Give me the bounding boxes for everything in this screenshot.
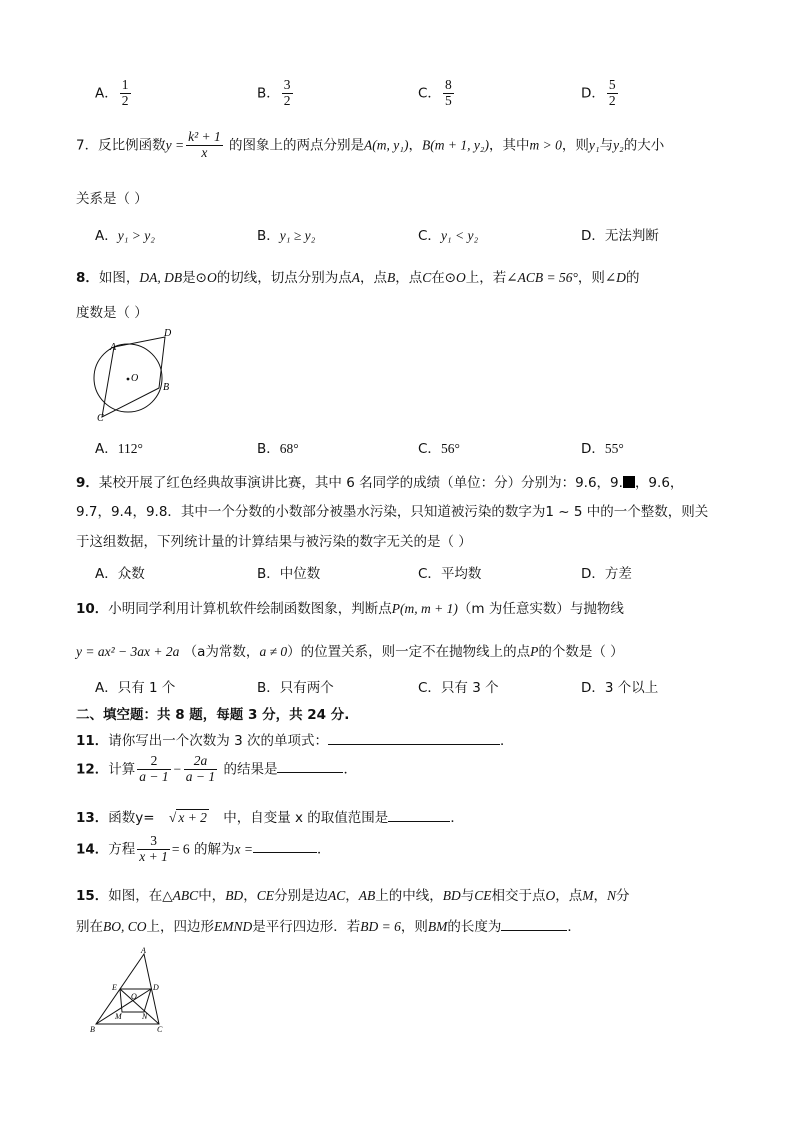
answer-blank[interactable] bbox=[388, 809, 450, 822]
math: B bbox=[386, 270, 396, 285]
option-text: 只有 1 个 bbox=[117, 680, 176, 696]
q7-line1 bbox=[76, 130, 664, 161]
text: 如图， bbox=[98, 270, 140, 286]
q10-line1 bbox=[76, 597, 624, 617]
text: ． bbox=[316, 841, 331, 858]
sqrt-expression: √ x + 2 bbox=[168, 810, 207, 825]
text: （m 为任意实数）与抛物线 bbox=[457, 601, 624, 617]
text: ， bbox=[345, 888, 359, 904]
numerator: 2 bbox=[137, 754, 170, 770]
label-a: A bbox=[141, 946, 146, 955]
q9-option-a bbox=[95, 562, 145, 582]
text: ，点 bbox=[359, 270, 387, 286]
option-text: 3 个以上 bbox=[604, 680, 659, 696]
text: 的切线，切点分别为点 bbox=[216, 270, 352, 286]
label-b: B bbox=[163, 382, 170, 393]
option-label: D． bbox=[581, 228, 605, 244]
q7-option-a bbox=[95, 224, 155, 244]
text: 的大小 bbox=[623, 137, 665, 154]
text: ，点 bbox=[555, 888, 583, 904]
text: 上的中线， bbox=[375, 888, 443, 904]
fraction bbox=[443, 78, 454, 109]
math: △ABC bbox=[162, 888, 199, 903]
question-number: 11． bbox=[76, 733, 109, 749]
option-label: C． bbox=[418, 566, 441, 582]
q15-triangle-figure bbox=[88, 944, 170, 1034]
text: 方程 bbox=[108, 841, 136, 858]
option-label: C． bbox=[418, 228, 441, 244]
option-label: D． bbox=[581, 566, 605, 582]
text: 与 bbox=[599, 137, 614, 154]
text: 小明同学利用计算机软件绘制函数图象，判断点 bbox=[108, 601, 392, 617]
option-label: A． bbox=[95, 680, 118, 696]
math: C bbox=[422, 270, 432, 285]
math: B(m + 1, y₂) bbox=[421, 137, 490, 153]
q8-line1 bbox=[76, 266, 639, 286]
math: M bbox=[582, 888, 594, 903]
q9-option-d bbox=[581, 562, 632, 582]
q8-circle-figure bbox=[88, 326, 184, 422]
q11-line bbox=[76, 729, 513, 749]
q12-line bbox=[76, 754, 357, 785]
q14-line bbox=[76, 834, 330, 865]
center-point bbox=[127, 378, 130, 381]
q9-line3: 于这组数据，下列统计量的计算结果与被污染的数字无关的是（ ） bbox=[76, 534, 472, 550]
q10-option-c bbox=[418, 676, 499, 696]
option-text: 方差 bbox=[604, 566, 632, 582]
question-number: 8． bbox=[76, 270, 99, 286]
math: EMND bbox=[214, 919, 253, 934]
fraction bbox=[137, 834, 170, 865]
answer-blank[interactable] bbox=[253, 840, 317, 853]
denominator: a − 1 bbox=[185, 768, 216, 784]
q8-option-d bbox=[581, 437, 624, 457]
text: ）的位置关系，则一定不在抛物线上的点 bbox=[287, 644, 531, 660]
text: ，则 bbox=[400, 919, 428, 935]
numerator: 1 bbox=[121, 77, 129, 92]
math: P bbox=[530, 644, 539, 659]
option-label: B． bbox=[257, 680, 280, 696]
denominator: x + 1 bbox=[139, 848, 168, 864]
question-number: 7． bbox=[76, 137, 99, 154]
q10-option-a bbox=[95, 676, 175, 696]
denominator: 2 bbox=[283, 92, 291, 108]
option-label: C． bbox=[418, 680, 441, 696]
text: （a为常数， bbox=[183, 644, 260, 660]
q6-option-b bbox=[257, 78, 295, 109]
text: ，9.6， bbox=[634, 475, 684, 491]
denominator: x bbox=[201, 144, 208, 160]
label-d: D bbox=[164, 328, 172, 339]
math: P(m, m + 1) bbox=[391, 601, 458, 616]
math: A bbox=[351, 270, 360, 285]
numerator: 3 bbox=[283, 77, 291, 92]
math: O bbox=[545, 888, 556, 903]
text: 请你写出一个次数为 3 次的单项式： bbox=[108, 733, 328, 749]
option-label: D． bbox=[581, 680, 605, 696]
math: A(m, y₁) bbox=[364, 137, 409, 153]
text: ，其中 bbox=[489, 137, 530, 154]
option-label: A． bbox=[95, 85, 118, 102]
text: 的结果是 bbox=[223, 761, 278, 778]
math: AB bbox=[358, 888, 376, 903]
option-label: D． bbox=[581, 85, 605, 102]
text: 的个数是（ ） bbox=[538, 644, 624, 660]
text: 的 bbox=[625, 270, 640, 286]
math: BD bbox=[442, 888, 461, 903]
text: 上，若 bbox=[465, 270, 507, 286]
q8-option-a bbox=[95, 437, 143, 457]
math: BD bbox=[225, 888, 244, 903]
text: 的图象上的两点分别是 bbox=[229, 137, 365, 154]
denominator: a − 1 bbox=[139, 768, 169, 784]
text: ，则 bbox=[561, 137, 589, 154]
numerator: 5 bbox=[608, 77, 616, 92]
answer-blank[interactable] bbox=[501, 918, 567, 931]
answer-blank[interactable] bbox=[277, 760, 343, 773]
q10-option-d bbox=[581, 676, 658, 696]
math: AC bbox=[327, 888, 346, 903]
question-number: 10． bbox=[76, 601, 109, 617]
q10-option-b bbox=[257, 676, 334, 696]
option-text: 55° bbox=[604, 441, 624, 456]
math: O bbox=[456, 270, 466, 285]
label-o: O bbox=[131, 992, 137, 1001]
text: 相交于点 bbox=[491, 888, 546, 904]
math: CE bbox=[256, 888, 274, 903]
denominator: 5 bbox=[444, 92, 452, 108]
label-a: A bbox=[110, 342, 117, 353]
q9-option-b bbox=[257, 562, 320, 582]
option-label: B． bbox=[257, 228, 280, 244]
text: ， bbox=[408, 137, 422, 154]
numerator: 3 bbox=[137, 834, 170, 850]
math: y₁ bbox=[588, 137, 600, 153]
text: ，点 bbox=[395, 270, 423, 286]
text: ， bbox=[243, 888, 257, 904]
fraction bbox=[186, 130, 223, 161]
option-text: 112° bbox=[117, 441, 143, 456]
label-c: C bbox=[97, 413, 104, 422]
text: 是平行四边形．若 bbox=[252, 919, 361, 935]
q8-option-c bbox=[418, 437, 460, 457]
label-c: C bbox=[157, 1025, 163, 1034]
q15-line1 bbox=[76, 884, 630, 904]
q7-line2: 关系是（ ） bbox=[76, 191, 148, 207]
option-text: 中位数 bbox=[279, 566, 321, 582]
text: 如图，在 bbox=[108, 888, 163, 904]
section-2-title: 二、填空题：共 8 题，每题 3 分，共 24 分. bbox=[76, 707, 350, 723]
text: ． bbox=[343, 761, 357, 778]
fraction bbox=[137, 754, 170, 785]
math: y₂ bbox=[613, 137, 624, 153]
option-label: A． bbox=[95, 441, 118, 457]
q7-option-b bbox=[257, 224, 315, 244]
text: 的长度为 bbox=[447, 919, 502, 935]
option-label: B． bbox=[257, 85, 280, 102]
label-n: N bbox=[142, 1012, 148, 1021]
math: = 6 bbox=[171, 841, 190, 857]
label-e: E bbox=[112, 983, 117, 992]
text: 计算 bbox=[108, 761, 136, 778]
q7-option-c bbox=[418, 224, 478, 244]
math: x + 2 bbox=[178, 810, 207, 825]
numerator: 2a bbox=[184, 754, 217, 770]
text: ． bbox=[567, 919, 581, 935]
math: N bbox=[606, 888, 616, 903]
math: O bbox=[206, 270, 217, 285]
text: 某校开展了红色经典故事演讲比赛，其中 6 名同学的成绩（单位：分）分别为：9.6，9. bbox=[98, 475, 623, 491]
q8-option-b bbox=[257, 437, 299, 457]
math: ∠ACB = 56° bbox=[506, 270, 578, 285]
q13-line bbox=[76, 806, 464, 826]
option-label: D． bbox=[581, 441, 605, 457]
math: DA, DB bbox=[139, 270, 183, 285]
option-text: 无法判断 bbox=[604, 228, 659, 244]
text: 别在 bbox=[76, 919, 103, 935]
option-label: C． bbox=[418, 441, 441, 457]
text: 是⊙ bbox=[182, 270, 207, 286]
q9-option-c bbox=[418, 562, 481, 582]
ink-blot bbox=[623, 476, 635, 488]
denominator: 2 bbox=[121, 92, 129, 108]
fraction bbox=[120, 78, 131, 109]
text: 分 bbox=[616, 888, 630, 904]
option-text: y₁ > y₂ bbox=[117, 228, 155, 243]
question-number: 15． bbox=[76, 888, 109, 904]
option-text: y₁ < y₂ bbox=[440, 228, 479, 243]
math: x = bbox=[234, 841, 253, 857]
label-d: D bbox=[153, 983, 159, 992]
option-text: 68° bbox=[279, 441, 299, 456]
fraction bbox=[184, 754, 217, 785]
question-number: 12． bbox=[76, 761, 109, 778]
option-label: C． bbox=[418, 85, 441, 102]
q8-line2: 度数是（ ） bbox=[76, 305, 148, 321]
text: 在⊙ bbox=[431, 270, 457, 286]
math: BO, CO bbox=[103, 919, 147, 934]
text: 中， bbox=[198, 888, 226, 904]
label-b: B bbox=[90, 1025, 95, 1034]
option-text: 只有 3 个 bbox=[440, 680, 499, 696]
q6-option-d bbox=[581, 78, 620, 109]
text: 上，四边形 bbox=[146, 919, 214, 935]
answer-blank[interactable] bbox=[328, 732, 500, 745]
option-label: B． bbox=[257, 441, 280, 457]
text: 的解为 bbox=[193, 841, 235, 858]
denominator: 2 bbox=[608, 92, 616, 108]
question-number: 13． bbox=[76, 810, 109, 826]
q6-option-c bbox=[418, 78, 456, 109]
option-text: 56° bbox=[440, 441, 460, 456]
option-text: 平均数 bbox=[440, 566, 482, 582]
math: a ≠ 0 bbox=[259, 644, 288, 659]
text: 反比例函数 bbox=[98, 137, 166, 154]
math: y = ax² − 3ax + 2a bbox=[76, 644, 180, 659]
fraction bbox=[607, 78, 618, 109]
text: ． bbox=[499, 733, 514, 749]
q9-line1 bbox=[76, 471, 683, 491]
text: 函数y= bbox=[108, 810, 155, 826]
q10-line2 bbox=[76, 640, 624, 660]
math: ∠D bbox=[604, 270, 626, 285]
option-text: 众数 bbox=[117, 566, 145, 582]
option-label: A． bbox=[95, 566, 118, 582]
option-label: B． bbox=[257, 566, 280, 582]
q9-line2: 9.7，9.4，9.8．其中一个分数的小数部分被墨水污染，只知道被污染的数字为1 ~ 5 中的一个整数，则关 bbox=[76, 504, 709, 520]
label-o: O bbox=[131, 373, 139, 384]
numerator: 8 bbox=[444, 77, 452, 92]
numerator: k² + 1 bbox=[188, 129, 221, 144]
text: ． bbox=[450, 810, 464, 826]
option-text: y₁ ≥ y₂ bbox=[279, 228, 316, 243]
question-number: 14． bbox=[76, 841, 109, 858]
text: 分别是边 bbox=[273, 888, 328, 904]
triangle-lines bbox=[96, 954, 159, 1024]
label-m: M bbox=[115, 1012, 122, 1021]
fraction bbox=[282, 78, 293, 109]
text: 中，自变量 x 的取值范围是 bbox=[223, 810, 389, 826]
option-label: A． bbox=[95, 228, 118, 244]
math: − bbox=[172, 761, 182, 777]
text: ，则 bbox=[577, 270, 605, 286]
math: BM bbox=[427, 919, 448, 934]
math: y = bbox=[165, 137, 185, 153]
q7-option-d bbox=[581, 224, 659, 244]
q6-option-a bbox=[95, 78, 133, 109]
text: ， bbox=[593, 888, 607, 904]
math: BD = 6 bbox=[360, 919, 401, 934]
text: 与 bbox=[460, 888, 475, 904]
question-number: 9． bbox=[76, 475, 99, 491]
math: m > 0 bbox=[529, 137, 562, 153]
option-text: 只有两个 bbox=[279, 680, 334, 696]
math: CE bbox=[474, 888, 492, 903]
q15-line2 bbox=[76, 915, 581, 935]
